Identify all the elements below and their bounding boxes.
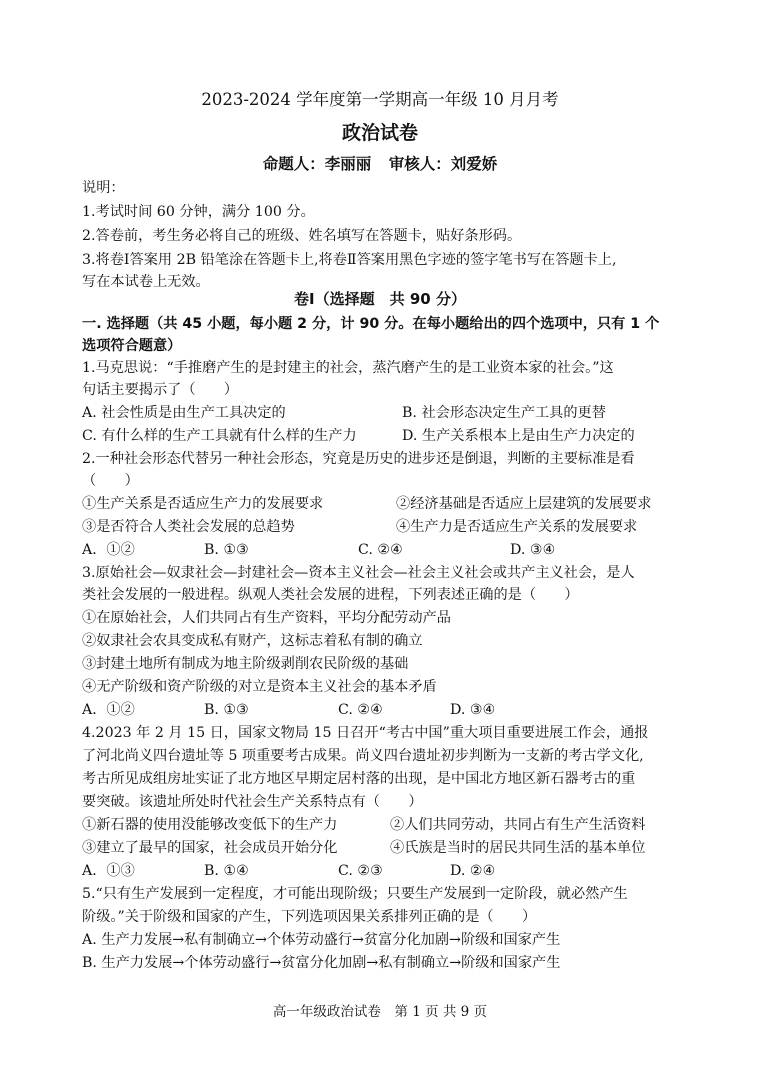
- q3-option-d: D. ③④: [450, 702, 496, 718]
- q4-option-a: A．①③: [82, 863, 135, 879]
- section-heading: 一. 选择题（共 45 小题，每小题 2 分，计 90 分。在每小题给出的四个选项中，只有 1 个: [82, 316, 660, 332]
- q4-option-b: B. ①④: [204, 863, 249, 879]
- q3-statement-3: ③封建土地所有制成为地主阶级剥削农民阶级的基础: [82, 656, 409, 672]
- reviewer: 审核人：刘爱娇: [388, 155, 498, 173]
- exam-title: 2023-2024 学年度第一学期高一年级 10 月月考: [201, 90, 559, 109]
- instructions-label: 说明：: [82, 180, 125, 196]
- subject-title: 政治试卷: [341, 122, 418, 144]
- question-4-stem: 4.2023 年 2 月 15 日，国家文物局 15 日召开“考古中国”重大项目重要进展工作会，通报: [82, 725, 649, 741]
- question-1-stem-cont: 句话主要揭示了（ ）: [82, 382, 239, 398]
- question-1-stem: 1.马克思说：“手推磨产生的是封建主的社会，蒸汽磨产生的是工业资本家的社会。”这: [82, 360, 614, 376]
- q3-statement-1: ①在原始社会，人们共同占有生产资料，平均分配劳动产品: [82, 610, 451, 626]
- question-3-stem-cont: 类社会发展的一般进程。纵观人类社会发展的进程，下列表述正确的是（ ）: [82, 587, 579, 603]
- q3-option-b: B. ①③: [204, 702, 249, 718]
- question-4-stem-cont: 了河北尚义四台遗址等 5 项重要考古成果。尚义四台遗址初步判断为一支新的考古学文化,: [82, 748, 644, 764]
- q4-option-c: C. ②③: [338, 863, 383, 879]
- q4-statement-4: ④氏族是当时的居民共同生活的基本单位: [390, 840, 646, 856]
- page-footer: 高一年级政治试卷 第 1 页 共 9 页: [272, 1004, 488, 1020]
- q5-option-b: B. 生产力发展→个体劳动盛行→贫富分化加剧→私有制确立→阶级和国家产生: [82, 955, 561, 971]
- question-2-stem-cont: （ ）: [82, 473, 139, 489]
- q3-statement-4: ④无产阶级和资产阶级的对立是资本主义社会的基本矛盾: [82, 679, 437, 695]
- q4-statement-3: ③建立了最早的国家，社会成员开始分化: [82, 840, 338, 856]
- q2-option-d: D. ③④: [510, 542, 556, 558]
- question-3-stem: 3.原始社会—奴隶社会—封建社会—资本主义社会—社会主义社会或共产主义社会，是人: [82, 565, 635, 581]
- q1-option-c: C. 有什么样的生产工具就有什么样的生产力: [82, 428, 357, 444]
- q2-statement-2: ②经济基础是否适应上层建筑的发展要求: [396, 496, 652, 512]
- q2-statement-3: ③是否符合人类社会发展的总趋势: [82, 519, 295, 535]
- instruction-item: 写在本试卷上无效。: [82, 274, 210, 290]
- q2-option-c: C. ②④: [358, 542, 403, 558]
- instruction-item: 2.答卷前，考生务必将自己的班级、姓名填写在答题卡，贴好条形码。: [82, 228, 522, 244]
- setter: 命题人：李丽丽: [262, 155, 372, 173]
- q1-option-a: A. 社会性质是由生产工具决定的: [82, 405, 286, 421]
- q2-statement-4: ④生产力是否适应生产关系的发展要求: [396, 519, 638, 535]
- instruction-item: 1.考试时间 60 分钟，满分 100 分。: [82, 204, 315, 220]
- q2-option-a: A．①②: [82, 542, 135, 558]
- question-2-stem: 2.一种社会形态代替另一种社会形态，究竟是历史的进步还是倒退，判断的主要标准是看: [82, 451, 635, 467]
- q2-option-b: B. ①③: [204, 542, 249, 558]
- q4-option-d: D. ②④: [450, 863, 496, 879]
- q1-option-d: D. 生产关系根本上是由生产力决定的: [402, 428, 635, 444]
- authors-line: [0, 152, 760, 174]
- q2-statement-1: ①生产关系是否适应生产力的发展要求: [82, 496, 324, 512]
- q3-statement-2: ②奴隶社会农具变成私有财产，这标志着私有制的确立: [82, 633, 423, 649]
- q3-option-a: A．①②: [82, 702, 135, 718]
- question-5-stem-cont: 阶级。”关于阶级和国家的产生，下列选项因果关系排列正确的是（ ）: [82, 909, 537, 925]
- q3-option-c: C. ②④: [338, 702, 383, 718]
- question-4-stem-cont: 考古所见成组房址实证了北方地区早期定居村落的出现，是中国北方地区新石器考古的重: [82, 771, 636, 787]
- section-heading-cont: 选项符合题意）: [82, 338, 182, 354]
- q5-option-a: A. 生产力发展→私有制确立→个体劳动盛行→贫富分化加剧→阶级和国家产生: [82, 932, 561, 948]
- q1-option-b: B. 社会形态决定生产工具的更替: [402, 405, 606, 421]
- part-heading: 卷Ⅰ（选择题 共 90 分）: [294, 290, 466, 308]
- instruction-item: 3.将卷Ⅰ答案用 2B 铅笔涂在答题卡上,将卷Ⅱ答案用黑色字迹的签字笔书写在答题卡上,: [82, 252, 617, 268]
- q4-statement-2: ②人们共同劳动，共同占有生产生活资料: [390, 817, 646, 833]
- question-4-stem-cont: 要突破。该遗址所处时代社会生产关系特点有（ ）: [82, 794, 423, 810]
- q4-statement-1: ①新石器的使用没能够改变低下的生产力: [82, 817, 338, 833]
- question-5-stem: 5.“只有生产发展到一定程度，才可能出现阶级；只要生产发展到一定阶段，就必然产生: [82, 886, 628, 902]
